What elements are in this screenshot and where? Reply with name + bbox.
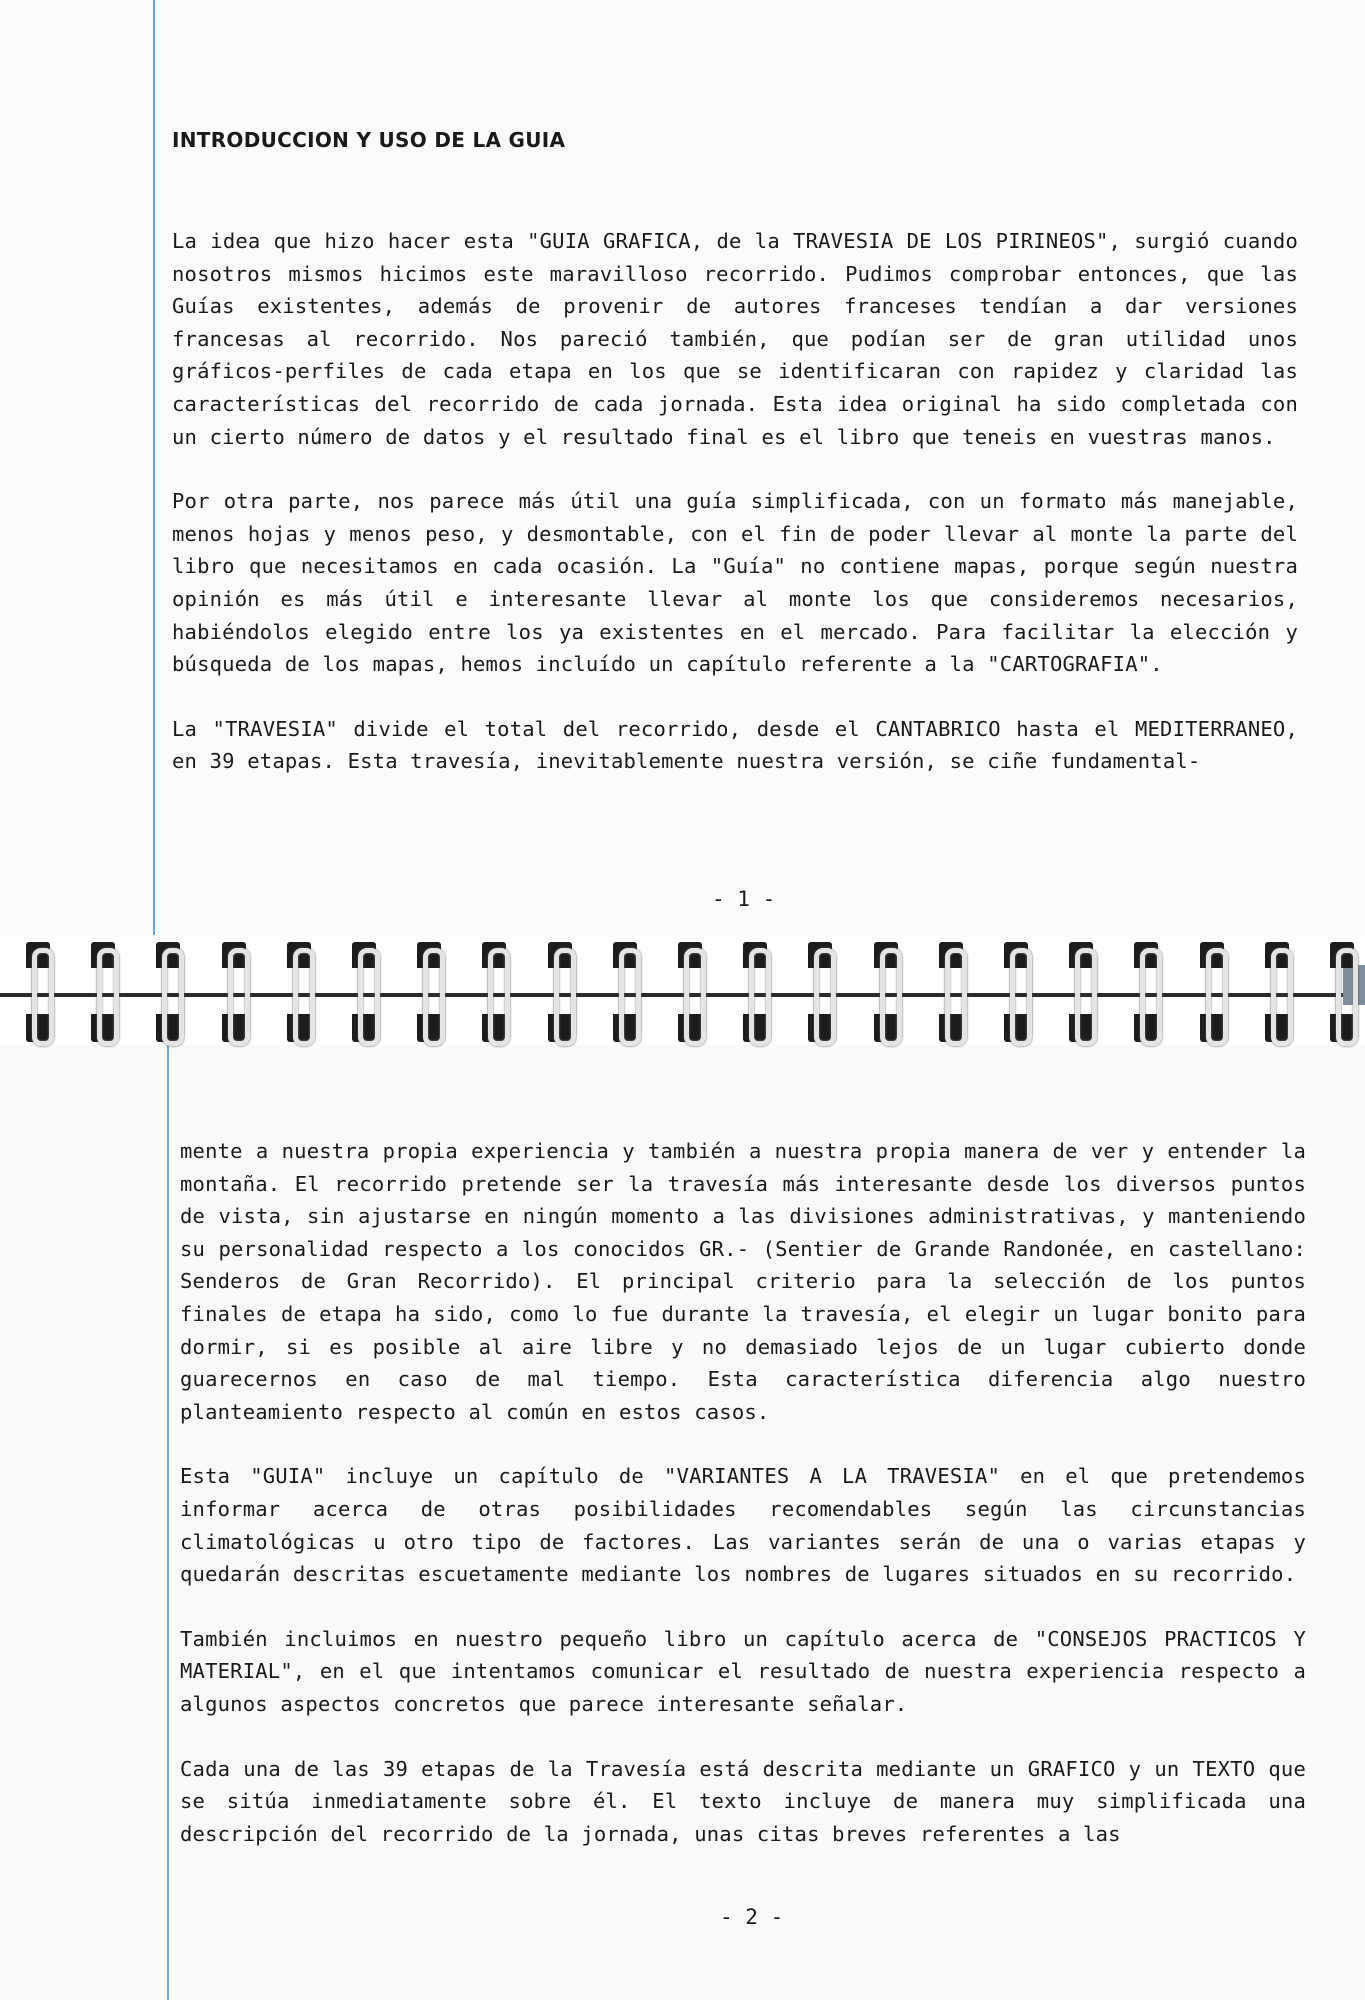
paragraph: La "TRAVESIA" divide el total del recorrido, desde el CANTABRICO hasta el MEDITERRANEO, en 39 etapas. Esta travesía, inevitablemente nuestra versión, se ciñe fundamental- — [172, 716, 1298, 774]
page-1-body — [172, 225, 1298, 810]
binding-coil — [283, 942, 317, 1042]
paragraph: Por otra parte, nos parece más útil una guía simplificada, con un formato más manejable, menos hojas y menos peso, y desmontable, con el fin de poder llevar al monte la parte del libro que necesitamos en cada ocasión. La "Guía" no contiene mapas, porque según nuestra opinión es más útil e interesante llevar al monte los que consideremos necesarios, habiéndolos elegido entre los ya existentes en el mercado. Para facilitar la elección y búsqueda de los mapas, hemos incluído un capítulo referente a la "CARTOGRAFIA". — [172, 489, 1298, 677]
margin-line-page-2 — [167, 1045, 169, 2000]
binding-coil — [218, 942, 252, 1042]
binding-coil — [870, 942, 904, 1042]
section-heading: INTRODUCCION Y USO DE LA GUIA — [172, 128, 566, 152]
binding-coil — [674, 942, 708, 1042]
paragraph: También incluimos en nuestro pequeño libro un capítulo acerca de "CONSEJOS PRACTICOS Y MATERIAL", en el que intentamos comunicar el resultado de nuestra experiencia respecto a algunos aspectos concretos que parece interesante señalar. — [180, 1626, 1306, 1716]
margin-line-page-1 — [153, 0, 155, 935]
page-2-body — [180, 1135, 1306, 1882]
binding-coil — [609, 942, 643, 1042]
paragraph: Cada una de las 39 etapas de la Travesía está descrita mediante un GRAFICO y un TEXTO que se sitúa inmediatamente sobre él. El texto incluye de manera muy simplificada una descripción del recorrido de la jornada, unas citas breves referentes a las — [180, 1756, 1306, 1846]
binding-coil — [348, 942, 382, 1042]
paragraph: mente a nuestra propia experiencia y también a nuestra propia manera de ver y entender la montaña. El recorrido pretende ser la travesía más interesante desde los diversos puntos de vista, sin ajustarse en ningún momento a las divisiones administrativas, y manteniendo su personalidad respecto a los conocidos GR.- (Sentier de Grande Randonée, en castellano: Senderos de Gran Recorrido). El principal criterio para la selección de los puntos finales de etapa ha sido, como lo fue durante la travesía, el elegir un lugar bonito para dormir, si es posible al aire libre y no demasiado lejos de un lugar cubierto donde guarecernos en caso de mal tiempo. Esta característica diferencia algo nuestro planteamiento respecto al común en estos casos. — [180, 1139, 1306, 1424]
binding-coil — [1196, 942, 1230, 1042]
binding-coil — [413, 942, 447, 1042]
paragraph: La idea que hizo hacer esta "GUIA GRAFICA, de la TRAVESIA DE LOS PIRINEOS", surgió cuando nosotros mismos hicimos este maravilloso recorrido. Pudimos comprobar entonces, que las Guías existentes, además de provenir de autores franceses tendían a dar versiones francesas al recorrido. Nos pareció también, que podían ser de gran utilidad unos gráficos-perfiles de cada etapa en los que se identificaran con rapidez y claridad las características del recorrido de cada jornada. Esta idea original ha sido completada con un cierto número de datos y el resultado final es el libro que teneis en vuestras manos. — [172, 229, 1298, 449]
binding-coil — [1065, 942, 1099, 1042]
binding-coil — [1326, 942, 1360, 1042]
binding-coil — [1130, 942, 1164, 1042]
binding-coil — [22, 942, 56, 1042]
binding-coil — [804, 942, 838, 1042]
binding-coil — [544, 942, 578, 1042]
page-number: - 2 - — [720, 1905, 784, 1929]
binding-coil — [935, 942, 969, 1042]
binding-coil — [87, 942, 121, 1042]
binding-coil — [739, 942, 773, 1042]
page-number: - 1 - — [712, 887, 776, 911]
binding-coil — [478, 942, 512, 1042]
binding-coil — [1261, 942, 1295, 1042]
binding-coil — [152, 942, 186, 1042]
binding-coil — [1000, 942, 1034, 1042]
paragraph: Esta "GUIA" incluye un capítulo de "VARIANTES A LA TRAVESIA" en el que pretendemos informar acerca de otras posibilidades recomendables según las circunstancias climatológicas u otro tipo de factores. Las variantes serán de una o varias etapas y quedarán descritas escuetamente mediante los nombres de lugares situados en su recorrido. — [180, 1464, 1306, 1587]
